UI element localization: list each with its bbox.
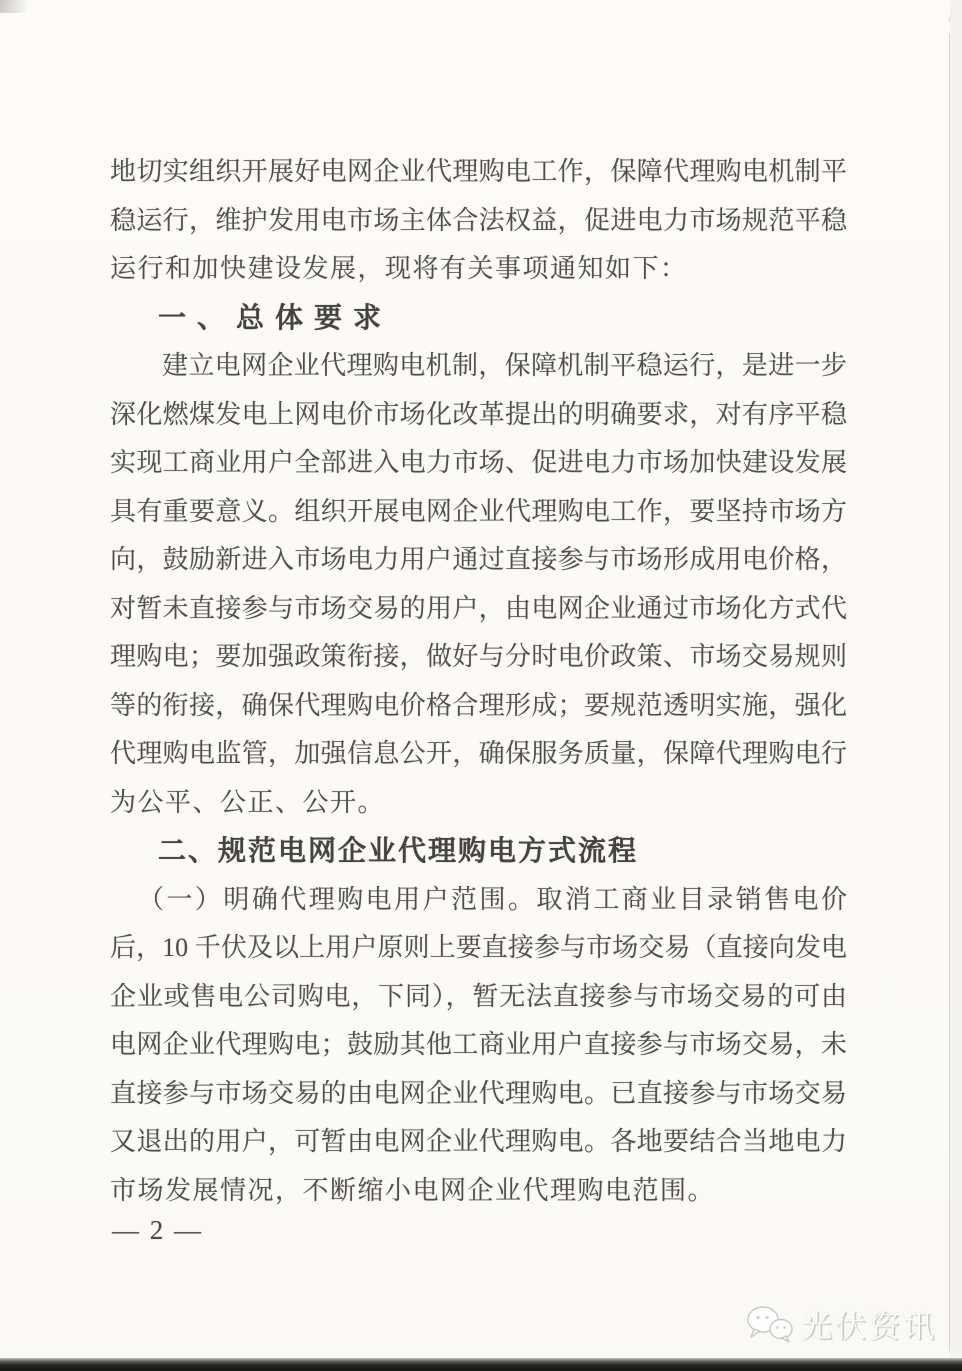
text-line: 直接参与市场交易的由电网企业代理购电。已直接参与市场交易: [110, 1078, 847, 1108]
watermark-label: 光伏资讯: [801, 1309, 937, 1344]
section-heading: 一、总体要求: [158, 301, 393, 333]
text-line: 市场发展情况，不断缩小电网企业代理购电范围。: [110, 1175, 716, 1205]
text-line: 稳运行，维护发用电市场主体合法权益，促进电力市场规范平稳: [110, 205, 847, 235]
text-line: 具有重要意义。组织开展电网企业代理购电工作，要坚持市场方: [110, 496, 847, 526]
text-line: 代理购电监管，加强信息公开，确保服务质量，保障代理购电行: [110, 739, 847, 768]
section-heading: 二、规范电网企业代理购电方式流程: [158, 835, 639, 866]
watermark: [746, 1301, 937, 1346]
text-line: 运行和加快建设发展，现将有关事项通知如下：: [110, 254, 688, 283]
document-text-block: [110, 148, 847, 1215]
text-line: 又退出的用户，可暂由电网企业代理购电。各地要结合当地电力: [110, 1127, 847, 1156]
text-line: 等的衔接，确保代理购电价格合理形成；要规范透明实施，强化: [110, 690, 847, 720]
bottom-bar: [0, 1358, 962, 1371]
text-line: 向，鼓励新进入市场电力用户通过直接参与市场形成用电价格，: [110, 545, 847, 574]
text-line: 理购电；要加强政策衔接，做好与分时电价政策、市场交易规则: [110, 642, 847, 671]
text-line: 地切实组织开展好电网企业代理购电工作，保障代理购电机制平: [110, 157, 847, 186]
text-line: 建立电网企业代理购电机制，保障机制平稳运行，是进一步: [162, 351, 847, 380]
text-line: 电网企业代理购电；鼓励其他工商业用户直接参与市场交易，未: [110, 1030, 847, 1059]
scan-corner-mark: [0, 0, 38, 13]
text-line: 实现工商业用户全部进入电力市场、促进电力市场加快建设发展: [110, 448, 847, 477]
text-line: 企业或售电公司购电，下同），暂无法直接参与市场交易的可由: [110, 981, 847, 1011]
text-line: 为公平、公正、公开。: [110, 787, 386, 817]
page-number: — 2 —: [112, 1215, 203, 1245]
page-edge-shadow: [950, 0, 962, 1358]
text-line: 对暂未直接参与市场交易的用户，由电网企业通过市场化方式代: [110, 593, 847, 623]
text-line: （一）明确代理购电用户范围。取消工商业目录销售电价: [138, 884, 847, 914]
chat-bubbles-icon: [746, 1304, 794, 1344]
text-line: 深化燃煤发电上网电价市场化改革提出的明确要求，对有序平稳: [110, 399, 847, 429]
text-line: 后，10 千伏及以上用户原则上要直接参与市场交易（直接向发电: [110, 933, 847, 962]
